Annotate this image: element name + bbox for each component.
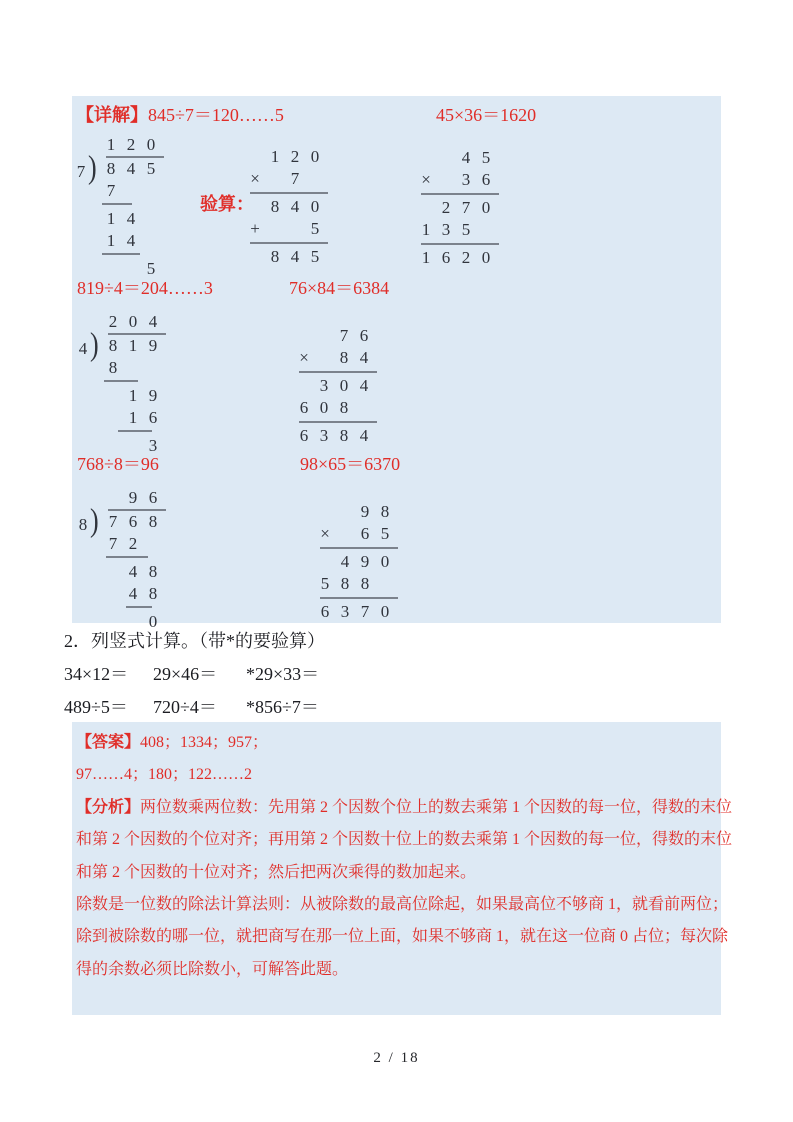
digit: 2 — [461, 248, 471, 267]
check-label: 验算： — [200, 194, 254, 214]
digit: 3 — [441, 220, 451, 239]
digit: 2 — [441, 198, 451, 217]
digit: 1 — [128, 336, 138, 355]
digit: 6 — [481, 170, 491, 189]
question-2-title: 2．列竖式计算。（带*的要验算） — [64, 631, 325, 651]
digit: 1 — [421, 248, 431, 267]
long-division-819-by-4 — [78, 311, 166, 457]
digit: 3 — [340, 602, 350, 621]
digit: 1 — [128, 386, 138, 405]
digit: 7 — [339, 326, 349, 345]
digit: 8 — [106, 159, 116, 178]
digit: 6 — [148, 408, 158, 427]
digit: 1 — [270, 147, 280, 166]
divisor-and-bracket — [74, 149, 106, 186]
equation-845-div-7: 【详解】845÷7＝120……5 — [76, 105, 284, 125]
divisor: 7 — [76, 162, 86, 181]
answer-label: 【分析】 — [76, 798, 141, 816]
digit: 0 — [339, 376, 349, 395]
vertical-multiplication-98x65 — [320, 501, 398, 623]
division-bracket-icon: ) — [88, 149, 97, 186]
digit: 9 — [128, 488, 138, 507]
digit: 1 — [106, 135, 116, 154]
digit: 6 — [299, 398, 309, 417]
vertical-multiplication-45x36 — [421, 147, 499, 269]
horizontal-rule — [250, 192, 328, 194]
operator: + — [250, 219, 260, 238]
digit: 6 — [299, 426, 309, 445]
digit: 8 — [148, 562, 158, 581]
analysis-line: 除数是一位数的除法计算法则：从被除数的最高位除起，如果最高位不够商 1，就看前两位； — [76, 896, 729, 914]
digit: 8 — [340, 574, 350, 593]
equation-item: *29×33＝ — [246, 664, 320, 684]
digit: 5 — [146, 159, 156, 178]
horizontal-rule — [299, 371, 377, 373]
digit: 7 — [360, 602, 370, 621]
horizontal-rule — [104, 380, 138, 382]
digit: 8 — [339, 348, 349, 367]
analysis-line: 【分析】两位数乘两位数：先用第 2 个因数个位上的数去乘第 1 个因数的每一位，得数的末位 — [76, 798, 733, 816]
digit: 7 — [108, 512, 118, 531]
digit: 6 — [441, 248, 451, 267]
solution-box-answer — [72, 722, 733, 1015]
equation-item: 489÷5＝ — [64, 697, 128, 717]
digit: 0 — [148, 612, 158, 631]
horizontal-rule — [250, 242, 328, 244]
digit: 2 — [126, 135, 136, 154]
digit: 3 — [319, 376, 329, 395]
analysis-line: 得的余数必须比除数小，可解答此题。 — [76, 960, 349, 978]
digit: 5 — [320, 574, 330, 593]
horizontal-rule — [421, 193, 499, 195]
equation-98-times-65: 98×65＝6370 — [300, 454, 401, 474]
digit: 1 — [106, 209, 116, 228]
long-division-768-by-8 — [78, 487, 166, 633]
digit: 8 — [148, 512, 158, 531]
horizontal-rule — [320, 597, 398, 599]
operator: × — [320, 524, 330, 543]
digit: 8 — [148, 584, 158, 603]
horizontal-rule — [299, 421, 377, 423]
digit: 4 — [359, 426, 369, 445]
digit: 4 — [359, 348, 369, 367]
analysis-line: 和第 2 个因数的个位对齐；再用第 2 个因数十位上的数去乘第 1 个因数的每一位，得数的末位 — [76, 831, 733, 849]
digit: 8 — [339, 426, 349, 445]
digit: 4 — [126, 231, 136, 250]
digit: 4 — [148, 312, 158, 331]
digit: 6 — [320, 602, 330, 621]
horizontal-rule — [102, 253, 140, 255]
equation-45-times-36: 45×36＝1620 — [436, 105, 537, 125]
digit: 5 — [310, 219, 320, 238]
digit: 4 — [128, 584, 138, 603]
division-bracket-icon: ) — [90, 502, 99, 539]
digit: 4 — [126, 209, 136, 228]
digit: 4 — [290, 197, 300, 216]
digit: 3 — [461, 170, 471, 189]
horizontal-rule — [320, 547, 398, 549]
digit: 7 — [106, 181, 116, 200]
horizontal-rule — [106, 556, 148, 558]
digit: 1 — [128, 408, 138, 427]
digit: 0 — [319, 398, 329, 417]
digit: 9 — [148, 336, 158, 355]
horizontal-rule — [421, 243, 499, 245]
digit: 7 — [290, 169, 300, 188]
equation-item: 29×46＝ — [153, 664, 218, 684]
digit: 5 — [310, 247, 320, 266]
vertical-multiplication-76x84 — [299, 325, 377, 447]
divisor: 4 — [78, 339, 88, 358]
analysis-line: 97……4；180；122……2 — [76, 766, 253, 784]
division-bracket-icon: ) — [90, 326, 99, 363]
digit: 2 — [290, 147, 300, 166]
digit: 4 — [290, 247, 300, 266]
operator: × — [250, 169, 260, 188]
digit: 8 — [339, 398, 349, 417]
digit: 5 — [380, 524, 390, 543]
detail-label: 【详解】 — [76, 105, 148, 125]
digit: 0 — [481, 198, 491, 217]
digit: 7 — [461, 198, 471, 217]
digit: 5 — [481, 148, 491, 167]
divisor: 8 — [78, 515, 88, 534]
equation-item: *856÷7＝ — [246, 697, 319, 717]
digit: 9 — [360, 552, 370, 571]
equation-76-times-84: 76×84＝6384 — [289, 278, 390, 298]
digit: 0 — [128, 312, 138, 331]
equation-819-div-4: 819÷4＝204……3 — [77, 278, 213, 298]
digit: 5 — [461, 220, 471, 239]
digit: 2 — [128, 534, 138, 553]
digit: 3 — [319, 426, 329, 445]
digit: 0 — [310, 197, 320, 216]
digit: 8 — [108, 358, 118, 377]
analysis-line: 除到被除数的哪一位，就把商写在那一位上面，如果不够商 1，就在这一位商 0 占位；每次除 — [76, 928, 729, 946]
horizontal-rule — [126, 606, 152, 608]
digit: 1 — [421, 220, 431, 239]
analysis-line: 和第 2 个因数的十位对齐；然后把两次乘得的数加起来。 — [76, 863, 477, 881]
digit: 4 — [340, 552, 350, 571]
operator: × — [421, 170, 431, 189]
divisor-and-bracket — [76, 502, 108, 539]
digit: 4 — [461, 148, 471, 167]
digit: 4 — [359, 376, 369, 395]
divisor-and-bracket — [76, 326, 108, 363]
digit: 4 — [128, 562, 138, 581]
digit: 7 — [108, 534, 118, 553]
digit: 6 — [148, 488, 158, 507]
digit: 3 — [148, 436, 158, 455]
digit: 4 — [126, 159, 136, 178]
horizontal-rule — [102, 203, 132, 205]
answer-analysis-text — [72, 722, 733, 986]
digit: 6 — [128, 512, 138, 531]
digit: 9 — [148, 386, 158, 405]
digit: 8 — [270, 247, 280, 266]
digit: 8 — [360, 574, 370, 593]
digit: 0 — [380, 552, 390, 571]
horizontal-rule — [118, 430, 152, 432]
equation-item: 720÷4＝ — [153, 697, 217, 717]
digit: 8 — [270, 197, 280, 216]
digit: 0 — [481, 248, 491, 267]
digit: 6 — [359, 326, 369, 345]
operator: × — [299, 348, 309, 367]
digit: 8 — [380, 502, 390, 521]
digit: 8 — [108, 336, 118, 355]
digit: 1 — [106, 231, 116, 250]
digit: 5 — [146, 259, 156, 278]
vertical-multiplication-120x7-check — [250, 146, 328, 268]
page-number: 2 / 18 — [373, 1050, 420, 1066]
answer-label: 【答案】 — [76, 734, 141, 751]
long-division-845-by-7 — [76, 134, 164, 280]
digit: 2 — [108, 312, 118, 331]
digit: 9 — [360, 502, 370, 521]
equation-768-div-8: 768÷8＝96 — [77, 454, 159, 474]
digit: 6 — [360, 524, 370, 543]
digit: 0 — [380, 602, 390, 621]
digit: 0 — [310, 147, 320, 166]
analysis-line: 【答案】408；1334；957； — [76, 734, 269, 751]
equation-item: 34×12＝ — [64, 664, 129, 684]
digit: 0 — [146, 135, 156, 154]
